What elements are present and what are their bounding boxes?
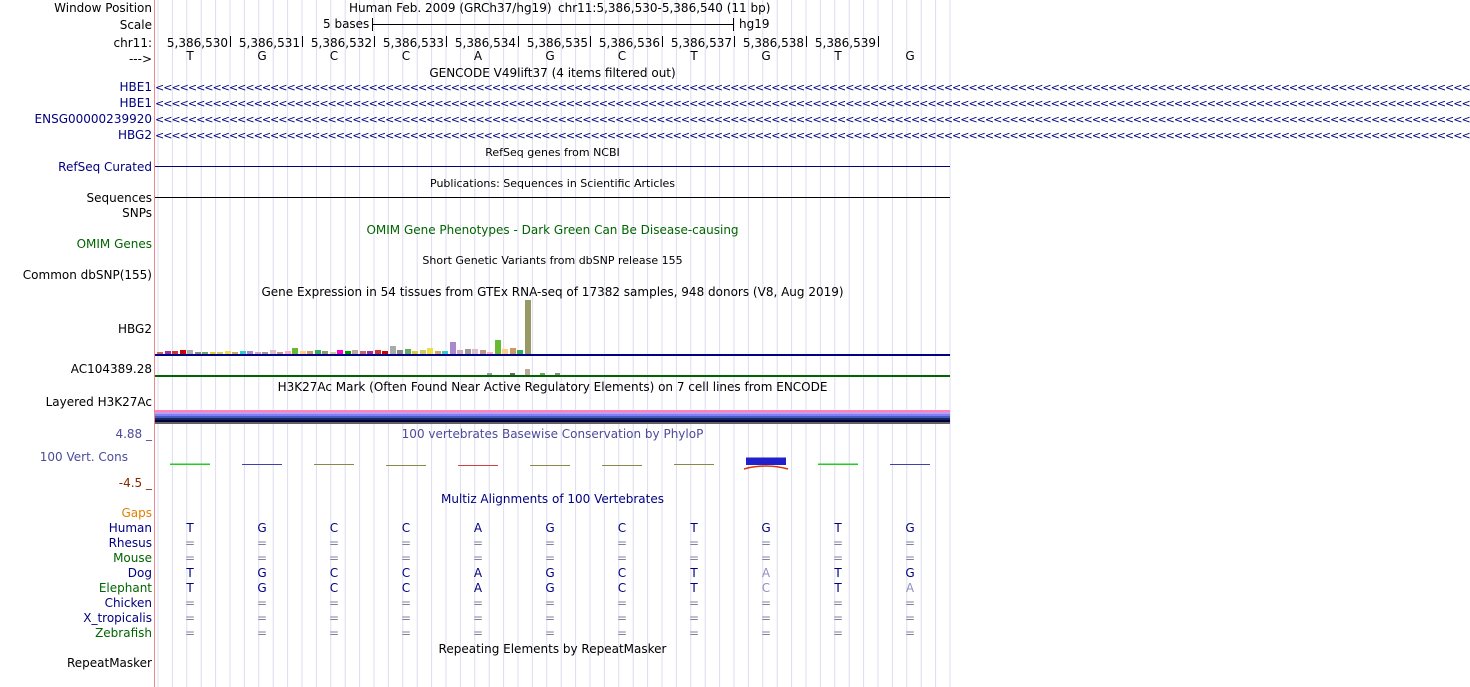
conservation-title: 100 vertebrates Basewise Conservation by PhyloP [401, 427, 704, 441]
multiz-base: T [186, 581, 194, 595]
coordinate-label: 5,386,535 [526, 36, 588, 50]
conservation-plot[interactable] [155, 440, 950, 490]
gene-feature-hbe1[interactable]: <<<<<<<<<<<<<<<<<<<<<<<<<<<<<<<<<<<<<<<<<<<<<<<<<<<<<<<<<<<<<<<<<<<<<<<<<<<<<<<<<<<<<<<<<<<<<<<<<<<<<<<<<<<<<<<<<<<<<<<<<<<<<<<<<<<<<<<<<<<<<<<<<<<<<<<<<<<<<<<< [155, 81, 1470, 94]
multiz-base: = [328, 611, 340, 625]
multiz-base: = [616, 551, 628, 565]
multiz-base: = [832, 611, 844, 625]
gtex-gene-hbg2[interactable]: HBG2 [118, 322, 152, 336]
sequence-base: A [473, 49, 483, 63]
multiz-base: = [256, 551, 268, 565]
multiz-base: G [761, 521, 771, 535]
gtex-expression-bars-2[interactable] [155, 365, 950, 375]
multiz-base: = [400, 611, 412, 625]
sequence-base: G [545, 49, 555, 63]
multiz-base: = [472, 596, 484, 610]
gtex-title: Gene Expression in 54 tissues from GTEx RNA-seq of 17382 samples, 948 donors (V8, Aug 2019) [261, 285, 844, 299]
multiz-base: = [184, 611, 196, 625]
repeatmasker-label[interactable]: RepeatMasker [66, 656, 152, 670]
conservation-score-bar[interactable] [314, 464, 354, 465]
multiz-base: = [760, 626, 772, 640]
conservation-score-bar[interactable] [386, 465, 426, 466]
multiz-base: = [688, 596, 700, 610]
multiz-base: = [688, 626, 700, 640]
multiz-species-label[interactable]: Chicken [104, 596, 152, 610]
conservation-score-bar[interactable] [530, 465, 570, 466]
multiz-base: G [257, 521, 267, 535]
multiz-species-label[interactable]: Mouse [113, 551, 152, 565]
multiz-base: T [690, 521, 698, 535]
multiz-base: C [401, 521, 411, 535]
multiz-base: = [544, 626, 556, 640]
multiz-base: = [472, 611, 484, 625]
multiz-base: C [617, 521, 627, 535]
gencode-item-hbe1-2[interactable]: HBE1 [119, 96, 152, 110]
window-position[interactable]: chr11:5,386,530-5,386,540 (11 bp) [558, 1, 771, 15]
multiz-species-label[interactable]: Dog [127, 566, 152, 580]
multiz-base: = [256, 611, 268, 625]
multiz-base: G [257, 581, 267, 595]
assembly-name: Human Feb. 2009 (GRCh37/hg19) [349, 1, 552, 15]
multiz-base: = [832, 536, 844, 550]
sequence-base: C [329, 49, 339, 63]
multiz-base: G [257, 566, 267, 580]
multiz-base: = [832, 596, 844, 610]
multiz-base: G [905, 566, 915, 580]
multiz-base: = [904, 626, 916, 640]
scale-label: Scale [119, 18, 152, 32]
multiz-base: = [472, 551, 484, 565]
gtex-gene-ac104389[interactable]: AC104389.28 [70, 362, 152, 376]
multiz-base: = [544, 596, 556, 610]
coordinate-label: 5,386,531 [238, 36, 300, 50]
scale-bar [372, 24, 734, 25]
multiz-base: = [544, 611, 556, 625]
multiz-base: T [186, 521, 194, 535]
multiz-base: = [616, 611, 628, 625]
conservation-label[interactable]: 100 Vert. Cons [39, 450, 128, 464]
conservation-score-bar[interactable] [602, 465, 642, 466]
multiz-base: = [328, 536, 340, 550]
multiz-base: = [688, 551, 700, 565]
scale-bar-right-tick [733, 18, 734, 31]
multiz-base: = [832, 626, 844, 640]
gtex-tissue-bar[interactable] [525, 300, 531, 354]
gencode-item-ensg[interactable]: ENSG00000239920 [34, 112, 152, 126]
multiz-base: = [832, 551, 844, 565]
gtex-tissue-bar[interactable] [450, 342, 456, 354]
multiz-base: C [329, 566, 339, 580]
multiz-title: Multiz Alignments of 100 Vertebrates [440, 492, 665, 506]
multiz-base: C [761, 581, 771, 595]
multiz-base: = [544, 536, 556, 550]
gtex-tissue-bar[interactable] [390, 346, 396, 354]
dbsnp-title: Short Genetic Variants from dbSNP release 155 [422, 254, 683, 267]
snps-label[interactable]: SNPs [122, 206, 152, 220]
multiz-base: C [617, 566, 627, 580]
multiz-base: = [904, 611, 916, 625]
multiz-base: = [616, 596, 628, 610]
multiz-base: = [400, 536, 412, 550]
multiz-base: = [256, 536, 268, 550]
publications-title: Publications: Sequences in Scientific Articles [430, 177, 675, 190]
multiz-base: A [473, 521, 483, 535]
conservation-score-bar[interactable] [890, 464, 930, 465]
multiz-base: G [545, 521, 555, 535]
multiz-base: = [760, 551, 772, 565]
multiz-base: = [472, 536, 484, 550]
multiz-base: A [473, 581, 483, 595]
gtex-hbg2-baseline [155, 354, 950, 356]
conservation-ymax: 4.88 _ [115, 427, 152, 441]
multiz-base: = [760, 596, 772, 610]
sequence-base: T [690, 49, 698, 63]
refseq-label[interactable]: RefSeq Curated [58, 160, 152, 174]
omim-label[interactable]: OMIM Genes [76, 237, 152, 251]
multiz-species-label[interactable]: X_tropicalis [83, 611, 152, 625]
multiz-base: = [904, 596, 916, 610]
gtex-ac104389-baseline [155, 375, 950, 377]
h3k27ac-title: H3K27Ac Mark (Often Found Near Active Regulatory Elements) on 7 cell lines from ENCODE [277, 380, 828, 394]
sequence-base: G [761, 49, 771, 63]
sequence-base: G [905, 49, 915, 63]
h3k27ac-cell-line-band[interactable] [155, 422, 950, 424]
repeatmasker-title: Repeating Elements by RepeatMasker [438, 642, 667, 656]
conservation-score-bar[interactable] [242, 464, 282, 465]
multiz-base: C [329, 581, 339, 595]
scale-bar-left-tick [372, 18, 373, 31]
h3k27ac-label[interactable]: Layered H3K27Ac [45, 395, 152, 409]
dbsnp-label[interactable]: Common dbSNP(155) [22, 268, 152, 282]
multiz-base: = [400, 626, 412, 640]
coordinate-tick [878, 36, 879, 47]
window-position-label: Window Position [54, 1, 152, 15]
conservation-score-bar[interactable] [674, 464, 714, 465]
multiz-base: T [690, 581, 698, 595]
multiz-base: T [690, 566, 698, 580]
multiz-base: = [256, 626, 268, 640]
multiz-base: = [760, 611, 772, 625]
chrom-label: chr11: [113, 36, 152, 50]
multiz-base: = [328, 551, 340, 565]
multiz-base: A [473, 566, 483, 580]
refseq-title: RefSeq genes from NCBI [485, 146, 620, 159]
multiz-base: = [904, 536, 916, 550]
multiz-base: = [184, 596, 196, 610]
publications-feature[interactable] [155, 197, 950, 198]
conservation-score-bar[interactable] [818, 464, 858, 466]
gencode-item-hbg2[interactable]: HBG2 [118, 128, 152, 142]
multiz-base: C [401, 581, 411, 595]
multiz-base: T [834, 566, 842, 580]
multiz-base: C [617, 581, 627, 595]
multiz-species-label[interactable]: Rhesus [108, 536, 152, 550]
gencode-item-hbe1[interactable]: HBE1 [119, 80, 152, 94]
sequence-base: T [186, 49, 194, 63]
gene-feature-hbe1-2[interactable]: <<<<<<<<<<<<<<<<<<<<<<<<<<<<<<<<<<<<<<<<<<<<<<<<<<<<<<<<<<<<<<<<<<<<<<<<<<<<<<<<<<<<<<<<<<<<<<<<<<<<<<<<<<<<<<<<<<<<<<<<<<<<<<<<<<<<<<<<<<<<<<<<<<<<<<<<<<<<<<<< [155, 97, 1470, 110]
multiz-base: G [545, 566, 555, 580]
strand-label: ---> [128, 52, 152, 66]
gtex-tissue-bar[interactable] [495, 340, 501, 354]
multiz-base: G [545, 581, 555, 595]
multiz-species-label[interactable]: Human [108, 521, 152, 535]
sequence-base: C [617, 49, 627, 63]
coordinate-label: 5,386,539 [814, 36, 876, 50]
publications-label[interactable]: Sequences [86, 191, 152, 205]
multiz-base: = [184, 626, 196, 640]
coordinate-label: 5,386,530 [166, 36, 228, 50]
multiz-gaps-label[interactable]: Gaps [121, 506, 152, 520]
coordinate-label: 5,386,538 [742, 36, 804, 50]
scale-text: 5 bases [323, 17, 370, 31]
coordinate-label: 5,386,537 [670, 36, 732, 50]
multiz-base: = [184, 536, 196, 550]
conservation-ymin: -4.5 _ [118, 476, 152, 490]
omim-title: OMIM Gene Phenotypes - Dark Green Can Be Disease-causing [366, 223, 739, 237]
multiz-base: = [616, 626, 628, 640]
multiz-base: = [616, 536, 628, 550]
coordinate-label: 5,386,536 [598, 36, 660, 50]
conservation-score-bar[interactable] [458, 465, 498, 466]
multiz-species-label[interactable]: Zebrafish [95, 626, 152, 640]
coordinate-label: 5,386,534 [454, 36, 516, 50]
multiz-base: C [329, 521, 339, 535]
conservation-score-bar[interactable] [746, 458, 786, 466]
multiz-base: T [186, 566, 194, 580]
gtex-expression-bars[interactable] [155, 300, 950, 354]
sequence-base: T [834, 49, 842, 63]
multiz-base: = [688, 536, 700, 550]
multiz-base: G [905, 521, 915, 535]
multiz-base: = [904, 551, 916, 565]
gencode-title: GENCODE V49lift37 (4 items filtered out) [429, 66, 676, 80]
multiz-base: = [328, 626, 340, 640]
coordinate-label: 5,386,532 [310, 36, 372, 50]
coordinate-label: 5,386,533 [382, 36, 444, 50]
multiz-species-label[interactable]: Elephant [98, 581, 152, 595]
multiz-base: A [905, 581, 915, 595]
refseq-feature[interactable] [155, 166, 950, 167]
gene-feature-ensg[interactable]: <<<<<<<<<<<<<<<<<<<<<<<<<<<<<<<<<<<<<<<<<<<<<<<<<<<<<<<<<<<<<<<<<<<<<<<<<<<<<<<<<<<<<<<<<<<<<<<<<<<<<<<<<<<<<<<<<<<<<<<<<<<<<<<<<<<<<<<<<<<<<<<<<<<<<<<<<<<<<<<< [155, 113, 1470, 126]
multiz-base: C [401, 566, 411, 580]
multiz-base: = [400, 551, 412, 565]
multiz-base: = [328, 596, 340, 610]
sequence-base: G [257, 49, 267, 63]
multiz-base: T [834, 581, 842, 595]
conservation-score-bar[interactable] [170, 464, 210, 466]
multiz-base: = [400, 596, 412, 610]
h3k27ac-signal[interactable] [155, 410, 950, 424]
multiz-base: = [544, 551, 556, 565]
multiz-base: = [256, 596, 268, 610]
conservation-negative-mark [744, 466, 788, 469]
multiz-base: = [472, 626, 484, 640]
multiz-base: T [834, 521, 842, 535]
gene-feature-hbg2[interactable]: <<<<<<<<<<<<<<<<<<<<<<<<<<<<<<<<<<<<<<<<<<<<<<<<<<<<<<<<<<<<<<<<<<<<<<<<<<<<<<<<<<<<<<<<<<<<<<<<<<<<<<<<<<<<<<<<<<<<<<<<<<<<<<<<<<<<<<<<<<<<<<<<<<<<<<<<<<<<<<<< [155, 129, 1470, 142]
multiz-base: = [688, 611, 700, 625]
scale-db: hg19 [739, 17, 770, 31]
multiz-base: = [760, 536, 772, 550]
sequence-base: C [401, 49, 411, 63]
multiz-base: = [184, 551, 196, 565]
multiz-base: A [761, 566, 771, 580]
